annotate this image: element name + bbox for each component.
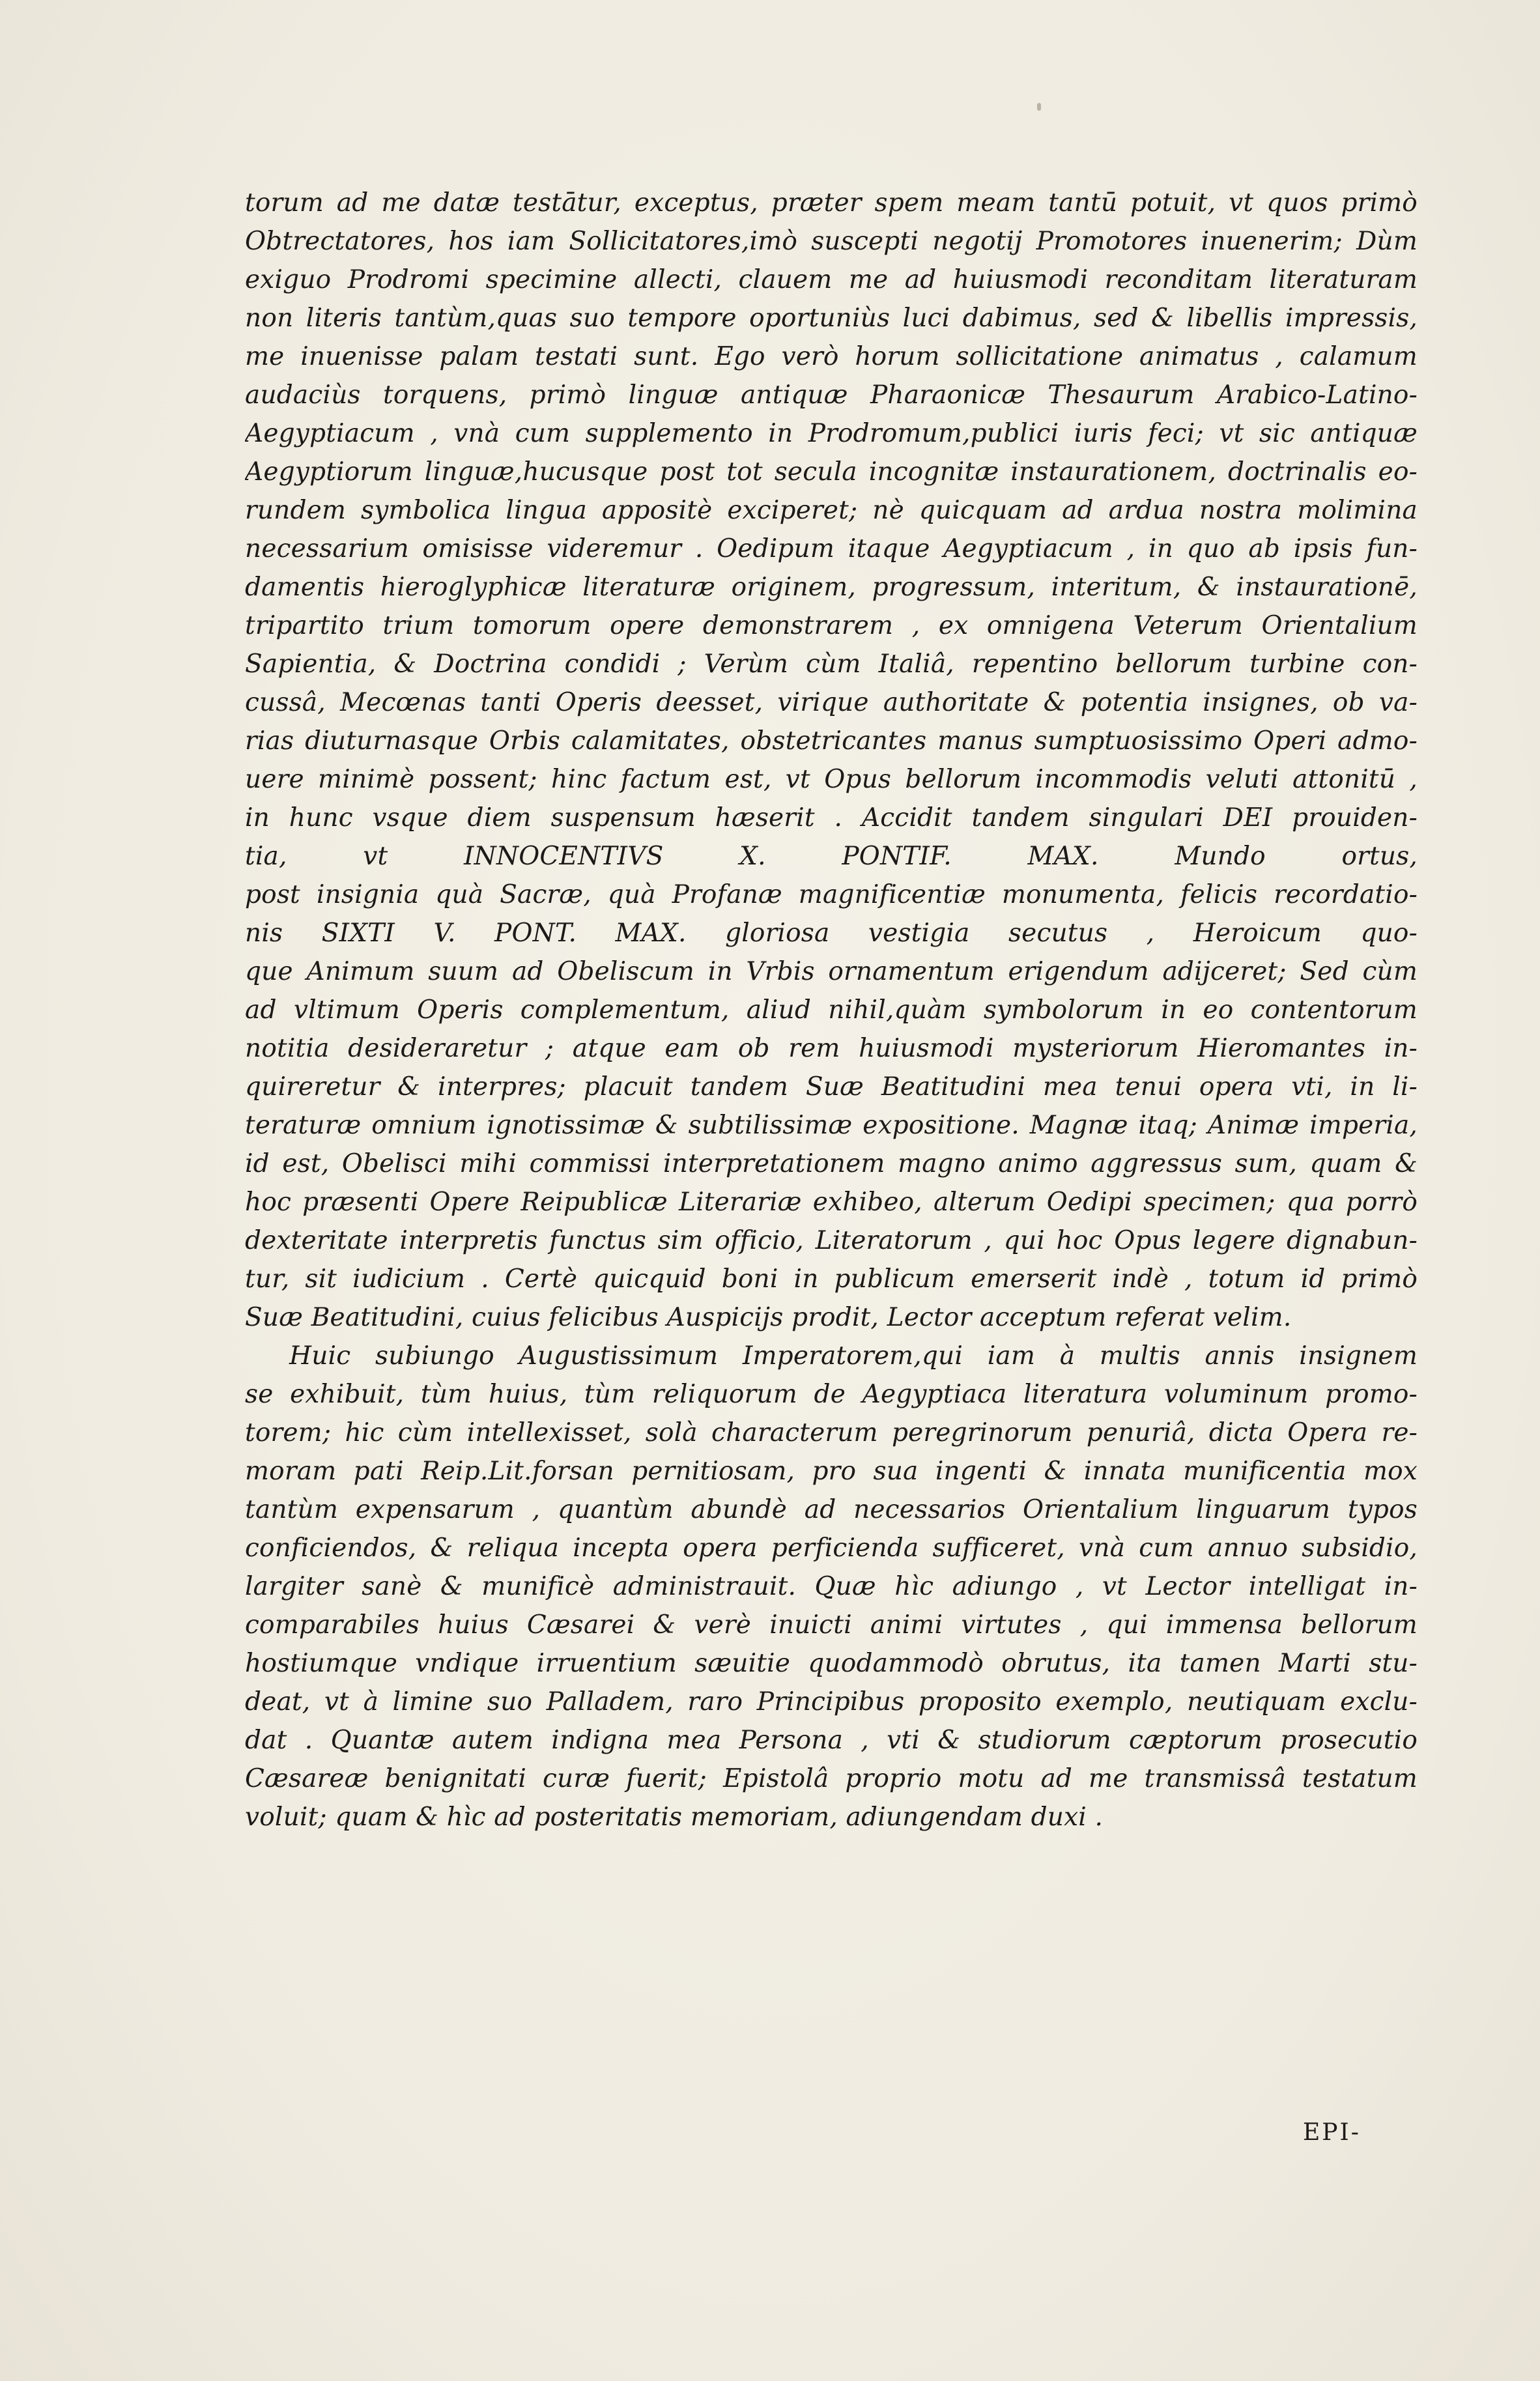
text-line: teraturæ omnium ignotissimæ & subtilissimæ expositione. Magnæ itaq; Animæ imperia, — [245, 1111, 1418, 1140]
text-line: id est, Obelisci mihi commissi interpretationem magno animo aggressus sum, quam & — [245, 1149, 1418, 1178]
text-line: dat . Quantæ autem indigna mea Persona , vti & studiorum cæptorum prosecutio — [245, 1726, 1418, 1755]
text-line: se exhibuit, tùm huius, tùm reliquorum de Aegyptiaca literatura voluminum promo- — [245, 1380, 1418, 1409]
text-line: dexteritate interpretis functus sim officio, Literatorum , qui hoc Opus legere dignabun- — [245, 1226, 1418, 1255]
text-line: exiguo Prodromi specimine allecti, clauem me ad huiusmodi reconditam literaturam — [245, 265, 1418, 294]
text-line: rias diuturnasque Orbis calamitates, obstetricantes manus sumptuosissimo Operi admo- — [245, 726, 1418, 756]
text-line: conficiendos, & reliqua incepta opera perficienda sufficeret, vnà cum annuo subsidio, — [245, 1533, 1418, 1563]
text-line: tur, sit iudicium . Certè quicquid boni in publicum emerserit indè , totum id primò — [245, 1264, 1418, 1294]
text-line: tia, vt INNOCENTIVS X. PONTIF. MAX. Mundo ortus, — [245, 842, 1418, 871]
text-line: hostiumque vndique irruentium sæuitie quodammodò obrutus, ita tamen Marti stu- — [245, 1649, 1418, 1678]
text-line: ad vltimum Operis complementum, aliud nihil,quàm symbolorum in eo contentorum — [245, 995, 1418, 1025]
text-line: post insignia quà Sacræ, quà Profanæ magnificentiæ monumenta, felicis recordatio- — [245, 880, 1418, 909]
text-line: necessarium omisisse videremur . Oedipum itaque Aegyptiacum , in quo ab ipsis fun- — [245, 534, 1418, 563]
text-line: torem; hic cùm intellexisset, solà characterum peregrinorum penuriâ, dicta Opera re- — [245, 1418, 1418, 1447]
text-line: moram pati Reip.Lit.forsan pernitiosam, pro sua ingenti & innata munificentia mox — [245, 1457, 1418, 1486]
text-line: hoc præsenti Opere Reipublicæ Literariæ exhibeo, alterum Oedipi specimen; qua porrò — [245, 1188, 1418, 1217]
text-line: cussâ, Mecœnas tanti Operis deesset, virique authoritate & potentia insignes, ob va- — [245, 688, 1418, 717]
text-line: largiter sanè & munificè administrauit. Quæ hìc adiungo , vt Lector intelligat in- — [245, 1572, 1418, 1601]
text-line: Suæ Beatitudini, cuius felicibus Auspicijs prodit, Lector acceptum referat velim. — [245, 1303, 1292, 1332]
catchword: EPI- — [1303, 2119, 1361, 2146]
text-line: in hunc vsque diem suspensum hæserit . Accidit tandem singulari DEI prouiden- — [245, 803, 1418, 833]
text-line: comparabiles huius Cæsarei & verè inuicti animi virtutes , qui immensa bellorum — [245, 1610, 1418, 1640]
text-line: uere minimè possent; hinc factum est, vt Opus bellorum incommodis veluti attonitū , — [245, 765, 1418, 794]
text-line: Cæsareæ benignitati curæ fuerit; Epistolâ proprio motu ad me transmissâ testatum — [245, 1764, 1418, 1793]
text-line: me inuenisse palam testati sunt. Ego verò horum sollicitatione animatus , calamum — [245, 342, 1418, 371]
text-line: notitia desideraretur ; atque eam ob rem huiusmodi mysteriorum Hieromantes in- — [245, 1034, 1418, 1063]
text-line: quireretur & interpres; placuit tandem Suæ Beatitudini mea tenui opera vti, in li- — [245, 1072, 1418, 1102]
text-line: torum ad me datæ testātur, exceptus, præter spem meam tantū potuit, vt quos primò — [245, 188, 1418, 218]
body-text — [245, 184, 1418, 1836]
text-line: tantùm expensarum , quantùm abundè ad necessarios Orientalium linguarum typos — [245, 1495, 1418, 1524]
text-line: rundem symbolica lingua appositè exciperet; nè quicquam ad ardua nostra molimina — [245, 496, 1418, 525]
text-line: audaciùs torquens, primò linguæ antiquæ Pharaonicæ Thesaurum Arabico-Latino- — [245, 380, 1418, 410]
text-line: damentis hieroglyphicæ literaturæ originem, progressum, interitum, & instaurationē, — [245, 573, 1418, 602]
paper-speck — [1037, 103, 1041, 111]
text-line: voluit; quam & hìc ad posteritatis memoriam, adiungendam duxi . — [245, 1803, 1104, 1832]
text-line: non literis tantùm,quas suo tempore oportuniùs luci dabimus, sed & libellis impressis, — [245, 304, 1418, 333]
text-line: deat, vt à limine suo Palladem, raro Principibus proposito exemplo, neutiquam exclu- — [245, 1687, 1418, 1717]
text-line: Huic subiungo Augustissimum Imperatorem,qui iam à multis annis insignem — [289, 1341, 1418, 1371]
text-line: que Animum suum ad Obeliscum in Vrbis ornamentum erigendum adijceret; Sed cùm — [245, 957, 1418, 986]
text-line: Aegyptiorum linguæ,hucusque post tot secula incognitæ instaurationem, doctrinalis eo- — [245, 457, 1418, 487]
text-line: Sapientia, & Doctrina condidi ; Verùm cùm Italiâ, repentino bellorum turbine con- — [245, 649, 1418, 679]
text-line: Aegyptiacum , vnà cum supplemento in Prodromum,publici iuris feci; vt sic antiquæ — [245, 419, 1418, 448]
text-line: Obtrectatores, hos iam Sollicitatores,imò suscepti negotij Promotores inuenerim; Dùm — [245, 227, 1418, 256]
text-line: nis SIXTI V. PONT. MAX. gloriosa vestigia secutus , Heroicum quo- — [245, 919, 1418, 948]
text-line: tripartito trium tomorum opere demonstrarem , ex omnigena Veterum Orientalium — [245, 611, 1418, 640]
